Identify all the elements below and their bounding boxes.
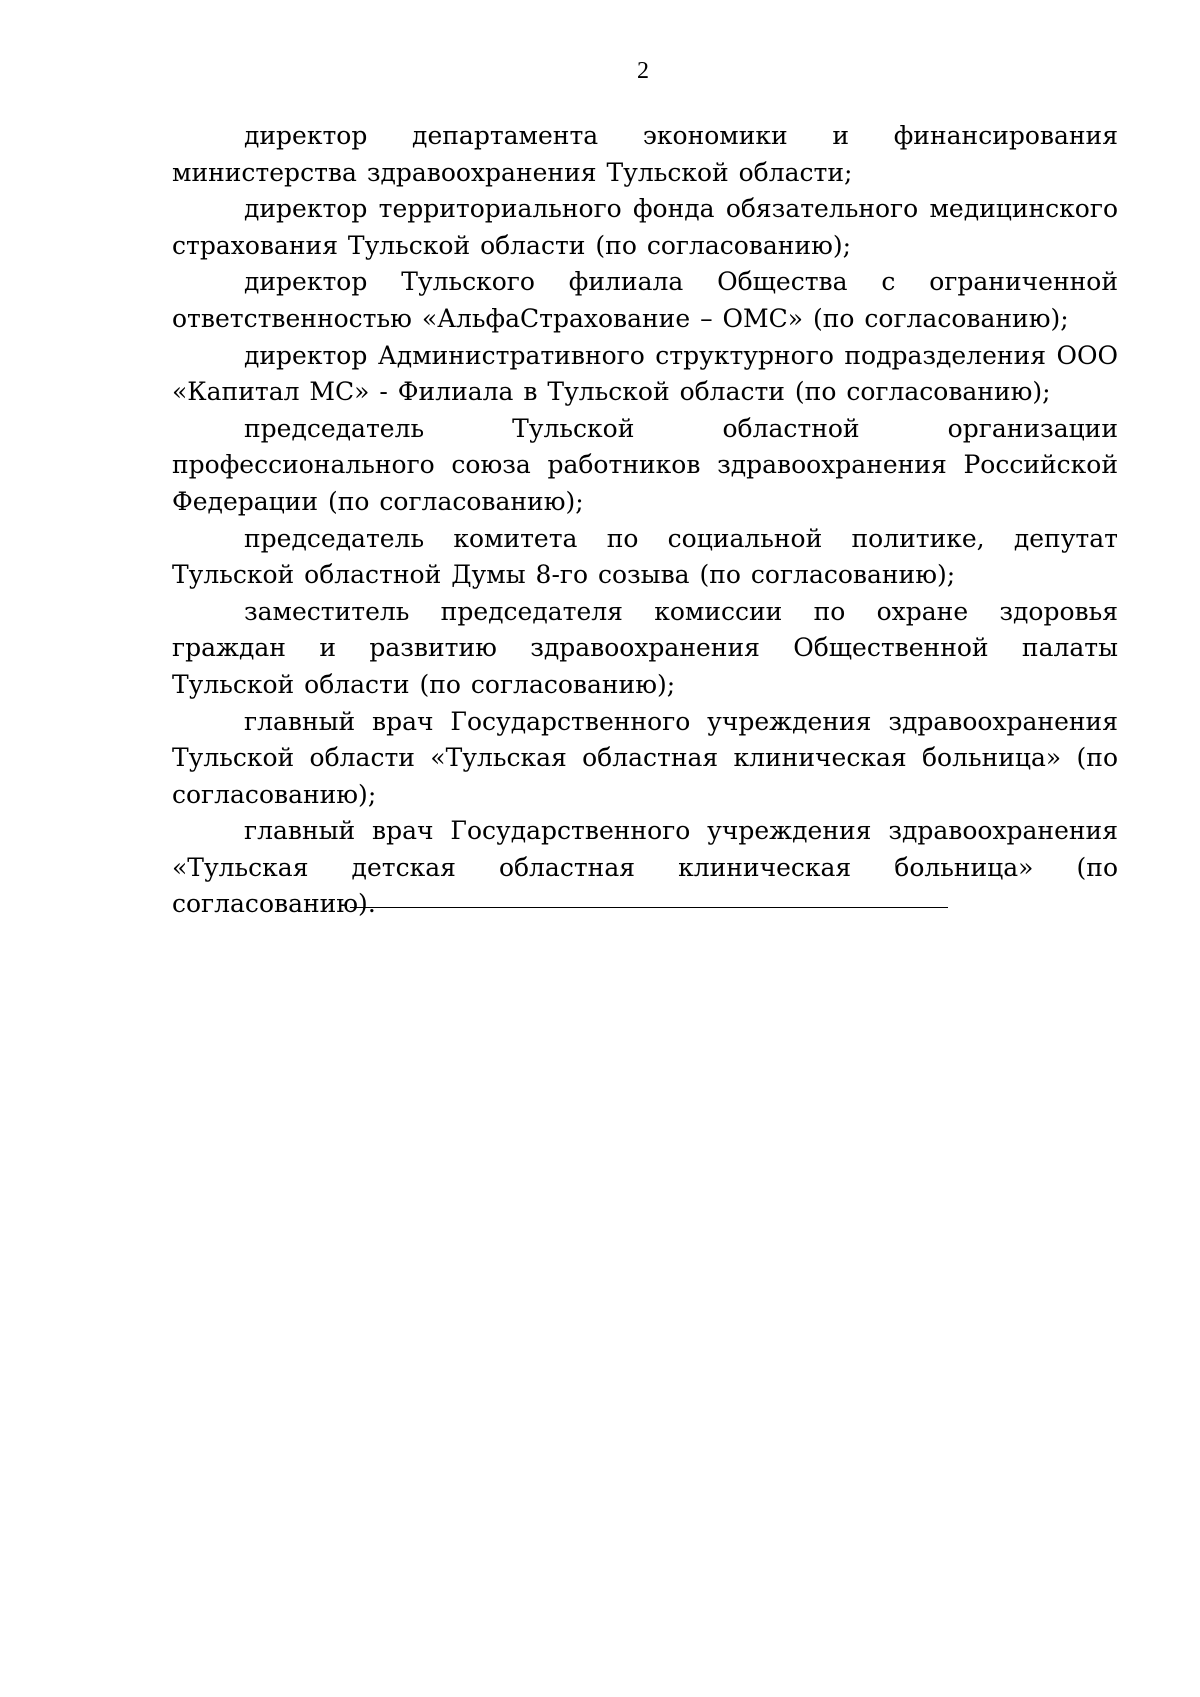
- list-item: председатель Тульской областной организации профессионального союза работников здравоохранения Российской Федерации (по согласованию);: [172, 413, 1118, 516]
- end-of-document-rule: [350, 907, 948, 908]
- list-item: главный врач Государственного учреждения здравоохранения Тульской области «Тульская областная клиническая больница» (по согласованию);: [172, 706, 1118, 809]
- list-item: главный врач Государственного учреждения здравоохранения «Тульская детская областная клиническая больница» (по согласованию).: [172, 816, 1118, 919]
- members-list: [172, 118, 1118, 923]
- list-item: директор департамента экономики и финансирования министерства здравоохранения Тульской области;: [172, 121, 1118, 187]
- list-item: заместитель председателя комиссии по охране здоровья граждан и развитию здравоохранения Общественной палаты Тульской области (по согласованию);: [172, 596, 1118, 699]
- list-item: директор территориального фонда обязательного медицинского страхования Тульской области (по согласованию);: [172, 194, 1118, 260]
- page-number: 2: [637, 58, 649, 84]
- list-item: директор Тульского филиала Общества с ограниченной ответственностью «АльфаСтрахование – ОМС» (по согласованию);: [172, 267, 1118, 333]
- list-item: председатель комитета по социальной политике, депутат Тульской областной Думы 8-го созыва (по согласованию);: [172, 523, 1118, 590]
- list-item: директор Административного структурного подразделения ООО «Капитал МС» - Филиала в Тульской области (по согласованию);: [172, 340, 1118, 407]
